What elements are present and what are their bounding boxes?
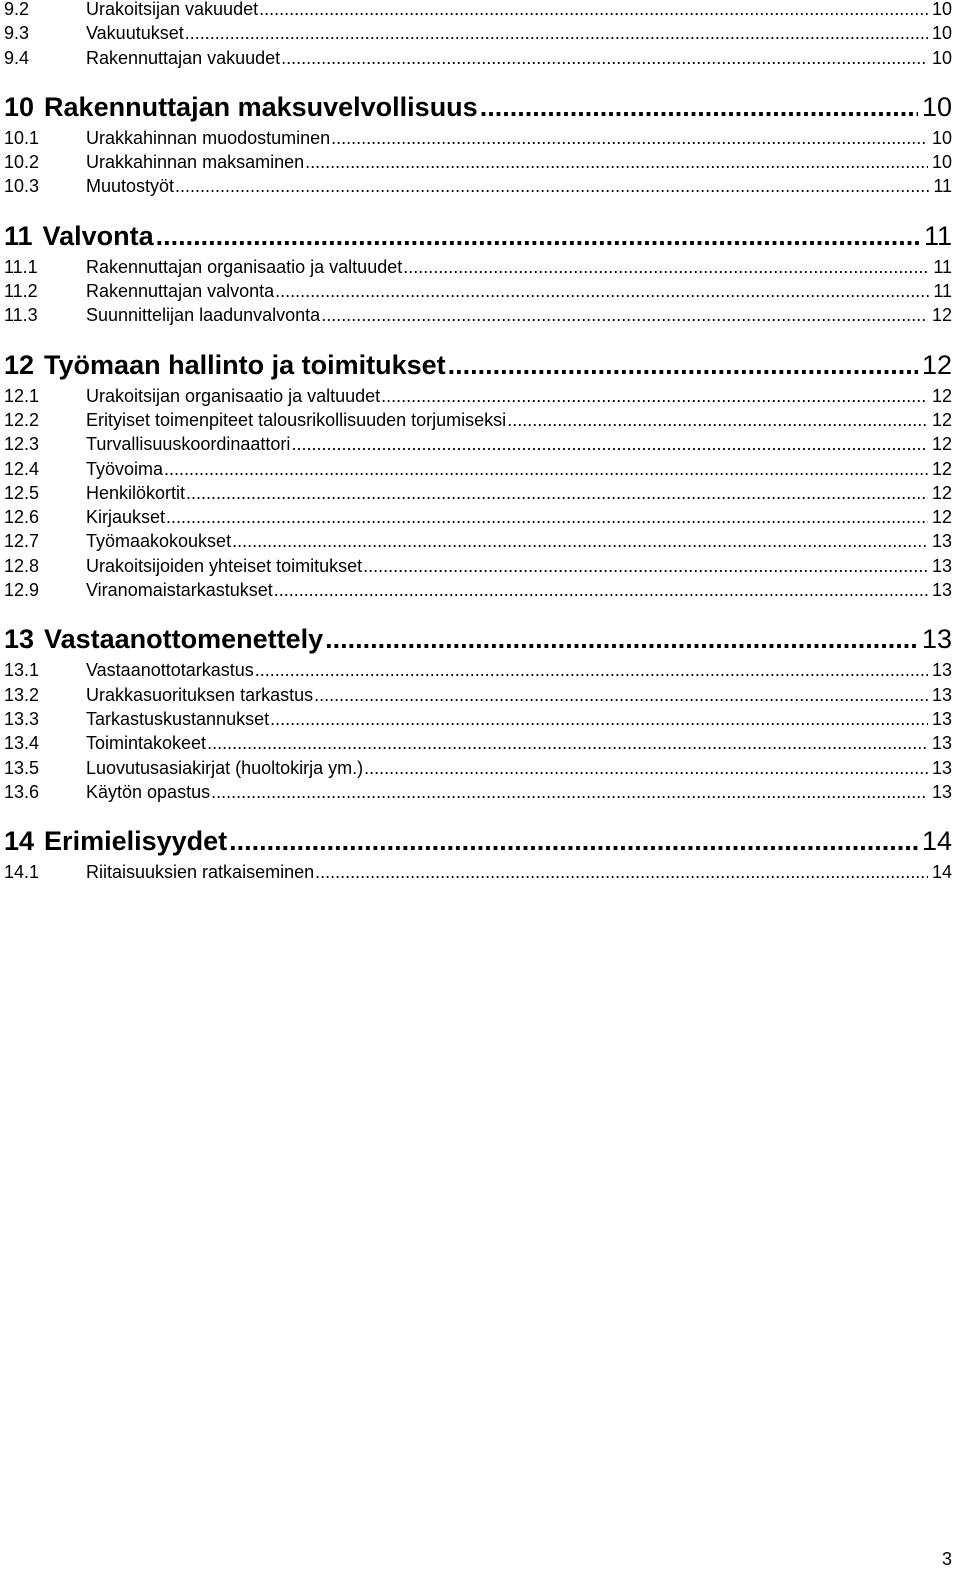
toc-entry-page: 13 — [931, 684, 952, 705]
toc-section-entry[interactable] — [4, 384, 952, 408]
toc-section-entry[interactable] — [4, 658, 952, 682]
toc-dot-leader — [164, 457, 928, 481]
toc-chapter-entry[interactable] — [4, 348, 952, 382]
toc-entry-title: Urakkahinnan muodostuminen — [86, 127, 331, 148]
toc-dot-leader — [364, 756, 928, 780]
toc-entry-number: 13.3 — [4, 708, 40, 729]
toc-entry-number: 12.2 — [4, 409, 40, 430]
toc-entry-page: 10 — [931, 127, 952, 148]
toc-entry-page: 11 — [933, 256, 952, 277]
toc-entry-number: 13.2 — [4, 684, 40, 705]
toc-dot-leader — [232, 529, 928, 553]
toc-section-entry[interactable] — [4, 303, 952, 327]
toc-entry-title: Riitaisuuksien ratkaiseminen — [86, 862, 315, 883]
toc-section-entry[interactable] — [4, 578, 952, 602]
toc-dot-leader — [507, 408, 928, 432]
toc-entry-title: Työvoima — [86, 458, 164, 479]
toc-entry-page: 14 — [921, 826, 952, 857]
toc-entry-page: 12 — [931, 385, 952, 406]
toc-entry-title: Urakoitsijoiden yhteiset toimitukset — [86, 555, 363, 576]
toc-entry-page: 10 — [931, 152, 952, 173]
toc-entry-title: Urakkasuorituksen tarkastus — [86, 684, 314, 705]
toc-entry-number: 12.1 — [4, 385, 40, 406]
toc-entry-page: 13 — [931, 708, 952, 729]
toc-entry-page: 12 — [931, 409, 952, 430]
toc-entry-page: 11 — [923, 220, 952, 251]
toc-entry-number: 10.3 — [4, 176, 40, 197]
table-of-contents — [4, 0, 952, 884]
toc-entry-number: 12.5 — [4, 482, 40, 503]
toc-entry-page: 10 — [931, 0, 952, 19]
toc-section-entry[interactable] — [4, 860, 952, 884]
toc-entry-page: 12 — [931, 305, 952, 326]
toc-entry-title: Rakennuttajan maksuvelvollisuus — [44, 91, 478, 122]
toc-section-entry[interactable] — [4, 279, 952, 303]
toc-entry-title: Työmaan hallinto ja toimitukset — [44, 349, 446, 380]
toc-entry-page: 13 — [931, 555, 952, 576]
toc-section-entry[interactable] — [4, 481, 952, 505]
toc-dot-leader — [480, 90, 918, 124]
toc-dot-leader — [281, 46, 928, 70]
toc-entry-page: 13 — [931, 781, 952, 802]
toc-dot-leader — [185, 21, 928, 45]
toc-entry-title: Turvallisuuskoordinaattori — [86, 434, 291, 455]
toc-entry-title: Vakuutukset — [86, 23, 184, 44]
toc-entry-title: Vastaanottotarkastus — [86, 660, 254, 681]
toc-entry-title: Toimintakokeet — [86, 733, 207, 754]
toc-section-entry[interactable] — [4, 255, 952, 279]
toc-dot-leader — [325, 622, 918, 656]
toc-entry-title: Urakoitsijan organisaatio ja valtuudet — [86, 385, 381, 406]
toc-entry-number: 12.4 — [4, 458, 40, 479]
toc-entry-page: 12 — [921, 349, 952, 380]
toc-section-entry[interactable] — [4, 529, 952, 553]
toc-entry-page: 11 — [933, 176, 952, 197]
toc-entry-title: Käytön opastus — [86, 781, 211, 802]
toc-chapter-entry[interactable] — [4, 622, 952, 656]
toc-chapter-entry[interactable] — [4, 90, 952, 124]
toc-dot-leader — [166, 505, 928, 529]
toc-entry-page: 12 — [931, 507, 952, 528]
toc-entry-number: 9.4 — [4, 47, 30, 68]
toc-dot-leader — [255, 658, 928, 682]
toc-entry-page: 13 — [931, 580, 952, 601]
toc-entry-number: 11 — [4, 220, 33, 251]
toc-entry-number: 11.3 — [4, 305, 38, 326]
toc-entry-number: 10.1 — [4, 127, 40, 148]
toc-entry-number: 14 — [4, 826, 35, 857]
toc-dot-leader — [403, 255, 929, 279]
toc-section-entry[interactable] — [4, 46, 952, 70]
toc-section-entry[interactable] — [4, 731, 952, 755]
toc-entry-number: 11.1 — [4, 256, 38, 277]
toc-dot-leader — [259, 0, 928, 21]
toc-dot-leader — [156, 219, 920, 253]
toc-dot-leader — [207, 731, 928, 755]
toc-chapter-entry[interactable] — [4, 219, 952, 253]
toc-section-entry[interactable] — [4, 457, 952, 481]
toc-section-entry[interactable] — [4, 432, 952, 456]
toc-entry-title: Erityiset toimenpiteet talousrikollisuuden torjumiseksi — [86, 409, 507, 430]
toc-entry-title: Valvonta — [42, 220, 154, 251]
toc-entry-page: 12 — [931, 434, 952, 455]
toc-entry-number: 13.4 — [4, 733, 40, 754]
toc-dot-leader — [270, 707, 928, 731]
toc-entry-title: Henkilökortit — [86, 482, 186, 503]
toc-dot-leader — [186, 481, 928, 505]
toc-entry-page: 13 — [921, 624, 952, 655]
toc-entry-number: 13.1 — [4, 660, 40, 681]
toc-section-entry[interactable] — [4, 780, 952, 804]
toc-entry-page: 11 — [933, 281, 952, 302]
toc-dot-leader — [211, 780, 928, 804]
toc-entry-page: 13 — [931, 531, 952, 552]
toc-dot-leader — [315, 860, 928, 884]
toc-section-entry[interactable] — [4, 174, 952, 198]
toc-entry-title: Tarkastuskustannukset — [86, 708, 270, 729]
toc-entry-page: 10 — [931, 23, 952, 44]
toc-entry-page: 13 — [931, 660, 952, 681]
toc-entry-page: 13 — [931, 733, 952, 754]
toc-entry-page: 14 — [931, 862, 952, 883]
toc-section-entry[interactable] — [4, 150, 952, 174]
toc-section-entry[interactable] — [4, 554, 952, 578]
toc-section-entry[interactable] — [4, 21, 952, 45]
toc-entry-title: Rakennuttajan organisaatio ja valtuudet — [86, 256, 403, 277]
toc-dot-leader — [175, 174, 929, 198]
toc-section-entry[interactable] — [4, 126, 952, 150]
toc-section-entry[interactable] — [4, 0, 952, 21]
toc-dot-leader — [331, 126, 928, 150]
toc-entry-number: 9.3 — [4, 23, 30, 44]
toc-entry-number: 14.1 — [4, 862, 40, 883]
toc-entry-number: 12.9 — [4, 580, 40, 601]
toc-entry-page: 12 — [931, 458, 952, 479]
toc-section-entry[interactable] — [4, 505, 952, 529]
toc-entry-page: 10 — [921, 91, 952, 122]
toc-section-entry[interactable] — [4, 408, 952, 432]
toc-entry-title: Rakennuttajan vakuudet — [86, 47, 281, 68]
toc-entry-number: 13 — [4, 624, 35, 655]
toc-dot-leader — [381, 384, 928, 408]
toc-entry-number: 9.2 — [4, 0, 30, 19]
toc-entry-number: 10.2 — [4, 152, 40, 173]
toc-dot-leader — [275, 279, 929, 303]
toc-entry-title: Suunnittelijan laadunvalvonta — [86, 305, 321, 326]
toc-entry-title: Urakoitsijan vakuudet — [86, 0, 259, 19]
toc-section-entry[interactable] — [4, 683, 952, 707]
toc-dot-leader — [229, 824, 918, 858]
toc-entry-title: Työmaakokoukset — [86, 531, 232, 552]
toc-dot-leader — [448, 348, 918, 382]
toc-entry-number: 13.6 — [4, 781, 40, 802]
toc-dot-leader — [321, 303, 928, 327]
toc-dot-leader — [305, 150, 928, 174]
toc-entry-title: Muutostyöt — [86, 176, 175, 197]
toc-entry-title: Urakkahinnan maksaminen — [86, 152, 305, 173]
toc-entry-title: Kirjaukset — [86, 507, 166, 528]
toc-entry-number: 12.6 — [4, 507, 40, 528]
toc-dot-leader — [274, 578, 928, 602]
toc-dot-leader — [363, 554, 928, 578]
toc-entry-title: Rakennuttajan valvonta — [86, 281, 275, 302]
toc-dot-leader — [291, 432, 928, 456]
toc-entry-number: 10 — [4, 91, 35, 122]
toc-entry-title: Erimielisyydet — [44, 826, 228, 857]
toc-entry-page: 10 — [931, 47, 952, 68]
toc-entry-number: 12.3 — [4, 434, 40, 455]
page-number: 3 — [941, 1549, 952, 1569]
toc-entry-page: 13 — [931, 757, 952, 778]
toc-entry-title: Luovutusasiakirjat (huoltokirja ym.) — [86, 757, 364, 778]
toc-entry-title: Vastaanottomenettely — [44, 624, 324, 655]
toc-entry-number: 13.5 — [4, 757, 40, 778]
toc-section-entry[interactable] — [4, 756, 952, 780]
toc-entry-number: 11.2 — [4, 281, 38, 302]
toc-entry-page: 12 — [931, 482, 952, 503]
toc-entry-title: Viranomaistarkastukset — [86, 580, 273, 601]
toc-dot-leader — [314, 683, 928, 707]
toc-entry-number: 12.7 — [4, 531, 40, 552]
toc-entry-number: 12 — [4, 349, 35, 380]
toc-section-entry[interactable] — [4, 707, 952, 731]
toc-entry-number: 12.8 — [4, 555, 40, 576]
toc-chapter-entry[interactable] — [4, 824, 952, 858]
